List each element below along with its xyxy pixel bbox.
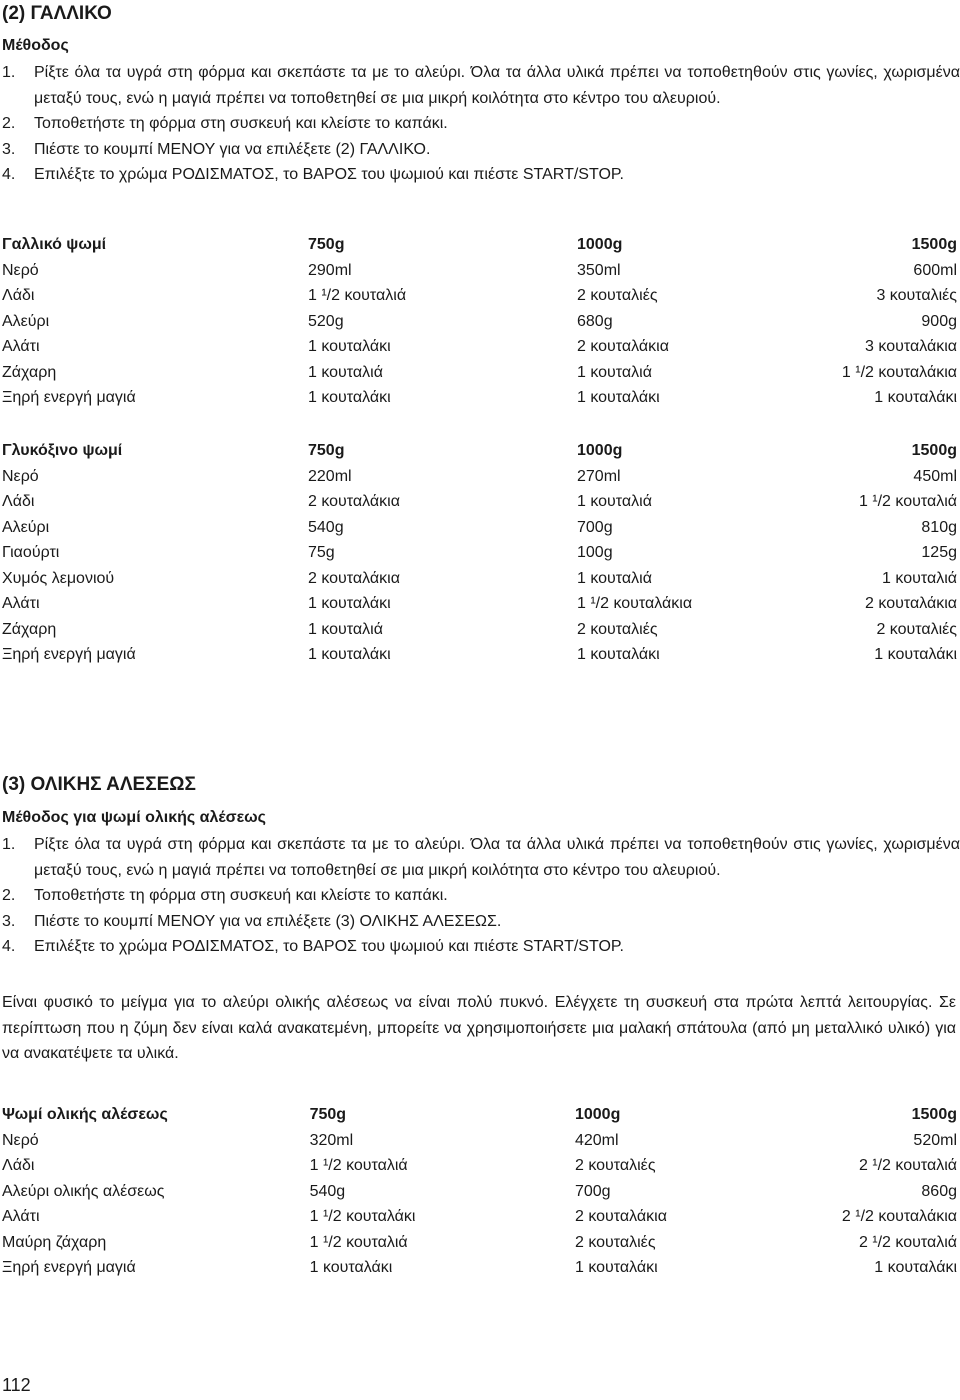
table-cell: Λάδι bbox=[2, 287, 35, 304]
table-cell: 1 κουταλάκι bbox=[874, 1259, 957, 1276]
table-cell: Νερό bbox=[2, 261, 39, 279]
table-row bbox=[2, 334, 957, 360]
step-item: 1. Ρίξτε όλα τα υγρά στη φόρμα και σκεπάστε τα με το αλεύρι. Όλα τα άλλα υλικά πρέπει να τοποθετηθούν στις γωνίες, χωρισμένα μεταξύ τους, ενώ η μαγιά πρέπει να τοποθετηθεί σε μια μικρή κοιλότητα στο κέντρο του αλευριού. bbox=[2, 836, 960, 879]
table-cell: 700g bbox=[574, 1182, 611, 1200]
table-header-cell: 1500g bbox=[911, 442, 957, 459]
table-header-cell: Γαλλικό ψωμί bbox=[2, 236, 107, 253]
table-cell: 3 κουταλιές bbox=[876, 287, 957, 304]
table-cell: 2 ¹/2 κουταλιά bbox=[858, 1233, 957, 1251]
table-cell: 420ml bbox=[574, 1131, 619, 1149]
table-cell: 1 ¹/2 κουταλιά bbox=[309, 1157, 408, 1174]
table-row bbox=[2, 566, 957, 592]
table-cell: 1 κουταλιά bbox=[308, 620, 383, 638]
table-cell: 1 κουταλάκι bbox=[309, 1259, 393, 1276]
table-cell: 2 κουταλιές bbox=[574, 1157, 656, 1174]
table-cell: 1 ¹/2 κουταλιά bbox=[858, 493, 957, 510]
table-row bbox=[2, 283, 957, 309]
table-row bbox=[2, 617, 957, 643]
table-row bbox=[2, 258, 957, 284]
table-row bbox=[2, 1230, 957, 1256]
table-cell: 1 κουταλάκι bbox=[874, 389, 957, 406]
table-header-cell: Ψωμί ολικής αλέσεως bbox=[2, 1106, 168, 1123]
step-item: 2. Τοποθετήστε τη φόρμα στη συσκευή και κλείστε το καπάκι. bbox=[2, 887, 448, 904]
table-row bbox=[2, 309, 957, 335]
table-cell: 1 κουταλιά bbox=[882, 569, 957, 587]
table-cell: 2 κουταλάκια bbox=[577, 338, 669, 355]
table-row bbox=[2, 385, 957, 411]
table-row bbox=[2, 1255, 957, 1281]
table-cell: 1 κουταλιά bbox=[577, 363, 652, 381]
table-row bbox=[2, 591, 957, 617]
step-item: 1. Ρίξτε όλα τα υγρά στη φόρμα και σκεπάστε τα με το αλεύρι. Όλα τα άλλα υλικά πρέπει να τοποθετηθούν στις γωνίες, χωρισμένα μεταξύ τους, ενώ η μαγιά πρέπει να τοποθετηθεί σε μια μικρή κοιλότητα στο κέντρο του αλευριού. bbox=[2, 64, 960, 107]
table-cell: 75g bbox=[308, 544, 335, 561]
table-cell: 2 κουταλάκια bbox=[865, 595, 957, 612]
table-cell: 1 ¹/2 κουταλάκια bbox=[577, 595, 693, 612]
table-row bbox=[2, 642, 957, 668]
table-cell: 1 κουταλιά bbox=[577, 569, 652, 587]
table-header-cell: 750g bbox=[308, 442, 345, 459]
table-cell: 900g bbox=[921, 312, 957, 330]
table-header-row bbox=[2, 232, 957, 258]
table-cell: 700g bbox=[577, 518, 613, 536]
table-cell: 860g bbox=[921, 1182, 957, 1200]
table-cell: 540g bbox=[309, 1182, 346, 1200]
table-cell: 1 κουταλάκι bbox=[574, 1259, 658, 1276]
table-cell: Ζάχαρη bbox=[2, 363, 57, 381]
table-header-cell: 750g bbox=[308, 236, 345, 253]
table-cell: Γιαούρτι bbox=[2, 544, 60, 561]
table-cell: 810g bbox=[921, 518, 957, 536]
table-header-cell: 1000g bbox=[574, 1106, 621, 1123]
table-cell: 1 ¹/2 κουταλάκι bbox=[309, 1208, 416, 1225]
table-header-cell: 1500g bbox=[911, 1106, 957, 1123]
table-cell: Χυμός λεμονιού bbox=[2, 569, 115, 587]
table-cell: 2 κουταλάκια bbox=[308, 493, 400, 510]
step-item: 4. Επιλέξτε το χρώμα ΡΟΔΙΣΜΑΤΟΣ, το ΒΑΡΟΣ του ψωμιού και πιέστε START/STOP. bbox=[2, 938, 624, 955]
table-header-cell: 1000g bbox=[577, 236, 623, 253]
table-cell: 1 κουταλάκι bbox=[577, 646, 660, 663]
table-row bbox=[2, 360, 957, 386]
table-row bbox=[2, 515, 957, 541]
steps-list-french bbox=[2, 60, 960, 188]
step-item: 4. Επιλέξτε το χρώμα ΡΟΔΙΣΜΑΤΟΣ, το ΒΑΡΟΣ του ψωμιού και πιέστε START/STOP. bbox=[2, 166, 624, 183]
recipe-table-french bbox=[2, 232, 957, 411]
table-cell: 1 κουταλάκι bbox=[308, 646, 391, 663]
table-cell: 290ml bbox=[308, 261, 352, 279]
table-cell: Αλάτι bbox=[2, 1208, 40, 1225]
table-cell: 1 ¹/2 κουταλιά bbox=[308, 287, 407, 304]
table-cell: Αλάτι bbox=[2, 338, 40, 355]
section-title-wholewheat: (3) ΟΛΙΚΗΣ ΑΛΕΣΕΩΣ bbox=[2, 774, 196, 795]
table-row bbox=[2, 1128, 957, 1154]
table-cell: 270ml bbox=[577, 467, 621, 485]
table-cell: 520g bbox=[308, 312, 344, 330]
method-title-wholewheat: Μέθοδος για ψωμί ολικής αλέσεως bbox=[2, 809, 266, 826]
table-cell: 1 κουταλιά bbox=[308, 363, 383, 381]
table-cell: 600ml bbox=[913, 261, 957, 279]
table-cell: 2 κουταλάκια bbox=[574, 1208, 667, 1225]
recipe-table-wholewheat bbox=[2, 1102, 957, 1281]
table-cell: Λάδι bbox=[2, 1157, 35, 1174]
table-cell: Ξηρή ενεργή μαγιά bbox=[2, 389, 136, 406]
table-header-cell: 750g bbox=[309, 1106, 347, 1123]
table-cell: 2 κουταλιές bbox=[876, 620, 957, 638]
table-cell: Ξηρή ενεργή μαγιά bbox=[2, 646, 136, 663]
table-cell: 450ml bbox=[913, 467, 957, 485]
page-number: 112 bbox=[2, 1375, 31, 1395]
table-cell: 2 ¹/2 κουταλάκια bbox=[841, 1208, 957, 1225]
table-cell: Μαύρη ζάχαρη bbox=[2, 1233, 107, 1251]
method-title-french: Μέθοδος bbox=[2, 37, 69, 54]
table-header-cell: Γλυκόξινο ψωμί bbox=[2, 442, 123, 459]
table-cell: 540g bbox=[308, 518, 344, 536]
table-row bbox=[2, 1153, 957, 1179]
table-header-row bbox=[2, 438, 957, 464]
section-title-french: (2) ΓΑΛΛΙΚΟ bbox=[2, 3, 112, 24]
table-cell: 2 κουταλιές bbox=[577, 287, 658, 304]
table-row bbox=[2, 464, 957, 490]
table-cell: 3 κουταλάκια bbox=[865, 338, 957, 355]
table-cell: Αλεύρι bbox=[2, 312, 50, 330]
table-cell: 1 κουταλάκι bbox=[308, 595, 391, 612]
step-item: 3. Πιέστε το κουμπί ΜΕΝΟΥ για να επιλέξετε (3) ΟΛΙΚΗΣ ΑΛΕΣΕΩΣ. bbox=[2, 912, 502, 930]
table-cell: Νερό bbox=[2, 1131, 39, 1149]
table-cell: 1 κουταλάκι bbox=[308, 338, 391, 355]
steps-list-wholewheat bbox=[2, 832, 960, 960]
table-cell: 2 κουταλάκια bbox=[308, 569, 400, 587]
table-cell: 2 ¹/2 κουταλιά bbox=[858, 1157, 957, 1174]
table-row bbox=[2, 489, 957, 515]
recipe-table-sweet bbox=[2, 438, 957, 668]
step-item: 2. Τοποθετήστε τη φόρμα στη συσκευή και κλείστε το καπάκι. bbox=[2, 115, 448, 132]
table-cell: 1 κουταλάκι bbox=[874, 646, 957, 663]
table-cell: 2 κουταλιές bbox=[577, 620, 658, 638]
table-header-cell: 1500g bbox=[911, 236, 957, 253]
table-cell: 680g bbox=[577, 312, 613, 330]
table-row bbox=[2, 1204, 957, 1230]
table-cell: 1 ¹/2 κουταλάκια bbox=[841, 363, 957, 381]
table-header-row bbox=[2, 1102, 957, 1128]
table-cell: 2 κουταλιές bbox=[574, 1233, 656, 1251]
table-row bbox=[2, 540, 957, 566]
table-cell: Αλεύρι bbox=[2, 518, 50, 536]
table-cell: Νερό bbox=[2, 467, 39, 485]
table-cell: Αλεύρι ολικής αλέσεως bbox=[2, 1182, 165, 1200]
table-row bbox=[2, 1179, 957, 1205]
table-cell: 125g bbox=[921, 544, 957, 561]
table-cell: Λάδι bbox=[2, 493, 35, 510]
table-cell: 1 ¹/2 κουταλιά bbox=[309, 1233, 408, 1251]
step-item: 3. Πιέστε το κουμπί ΜΕΝΟΥ για να επιλέξετε (2) ΓΑΛΛΙΚΟ. bbox=[2, 140, 431, 158]
table-cell: Ζάχαρη bbox=[2, 620, 57, 638]
table-cell: 1 κουταλάκι bbox=[577, 389, 660, 406]
mixture-note: Είναι φυσικό το μείγμα για το αλεύρι ολικής αλέσεως να είναι πολύ πυκνό. Ελέγχετε τη συσκευή στα πρώτα λεπτά λειτουργίας. Σε περίπτωση που η ζύμη δεν είναι καλά ανακατεμένη, μπορείτε να χρησιμοποιήσετε μια μαλακή σπάτουλα (από μη μεταλλικό υλικό) για να ανακατέψετε τα υλικά. bbox=[2, 994, 956, 1062]
table-cell: 1 κουταλιά bbox=[577, 493, 652, 510]
table-cell: 520ml bbox=[913, 1131, 957, 1149]
table-cell: 320ml bbox=[309, 1131, 354, 1149]
table-cell: 100g bbox=[577, 544, 613, 561]
table-cell: Αλάτι bbox=[2, 595, 40, 612]
table-cell: Ξηρή ενεργή μαγιά bbox=[2, 1259, 136, 1276]
table-header-cell: 1000g bbox=[577, 442, 623, 459]
table-cell: 350ml bbox=[577, 261, 621, 279]
table-cell: 220ml bbox=[308, 467, 352, 485]
table-cell: 1 κουταλάκι bbox=[308, 389, 391, 406]
